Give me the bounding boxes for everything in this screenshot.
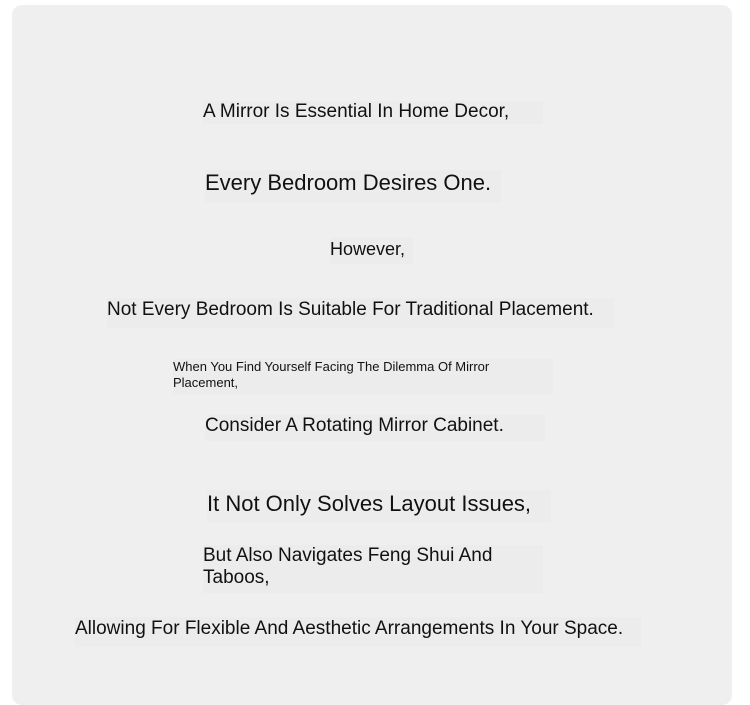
text-line-3: However,	[330, 238, 413, 264]
text-line-8: But Also Navigates Feng Shui And Taboos,	[203, 545, 543, 593]
text-line-9: Allowing For Flexible And Aesthetic Arrangements In Your Space.	[75, 617, 641, 647]
text-line-1: A Mirror Is Essential In Home Decor,	[203, 101, 543, 124]
text-line-5: When You Find Yourself Facing The Dilemma Of Mirror Placement,	[173, 359, 553, 395]
text-line-4: Not Every Bedroom Is Suitable For Traditional Placement.	[107, 298, 614, 328]
text-line-2: Every Bedroom Desires One.	[205, 170, 501, 202]
text-line-6: Consider A Rotating Mirror Cabinet.	[205, 415, 545, 441]
text-line-7: It Not Only Solves Layout Issues,	[207, 490, 551, 522]
